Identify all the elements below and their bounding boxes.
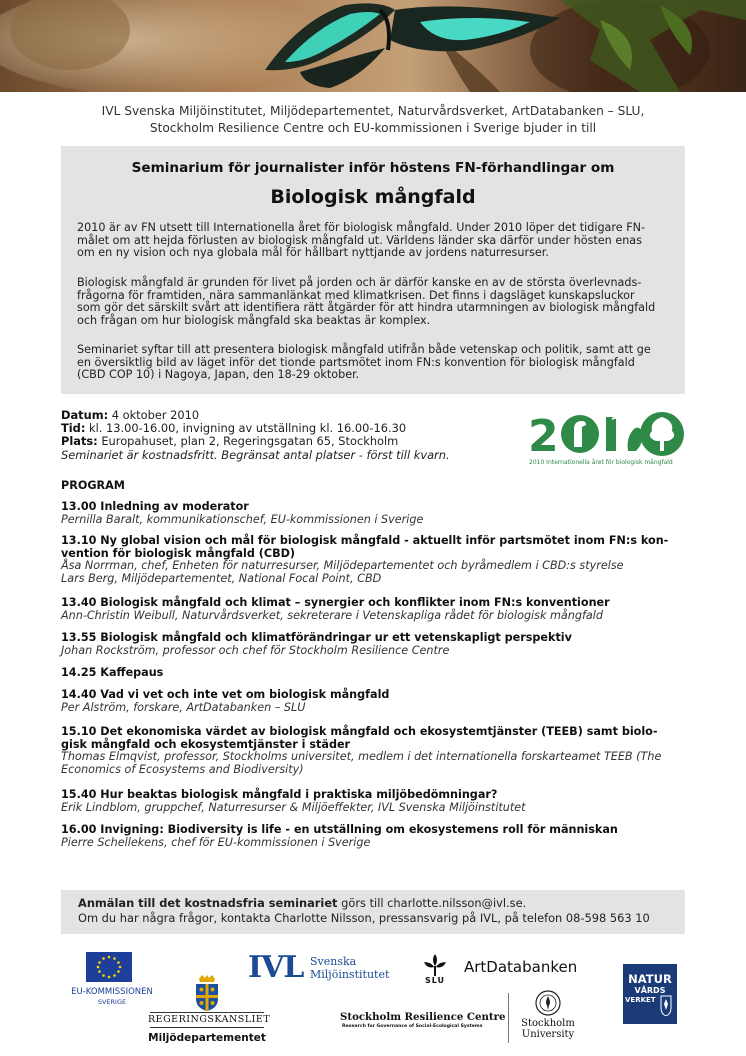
- program-item-speaker: Per Alström, forskare, ArtDatabanken – SLU: [61, 700, 306, 714]
- program-heading: PROGRAM: [61, 479, 125, 492]
- program-item-speaker: Åsa Norrman, chef, Enheten för naturresurser, Miljödepartementet och byråmedlem i CBD:s styrelse: [61, 559, 624, 573]
- intro-line-1: IVL Svenska Miljöinstitutet, Miljödepartementet, Naturvårdsverket, ArtDatabanken – SLU,: [101, 104, 645, 118]
- program-item-title: 13.10 Ny global vision och mål för biologisk mångfald - aktuellt inför partsmötet inom FN:s kon-: [61, 534, 669, 547]
- slu-text: SLU: [424, 976, 446, 985]
- seminar-description-box: [61, 146, 685, 394]
- program-item-title: 13.55 Biologisk mångfald och klimatförändringar ur ett vetenskapligt perspektiv: [61, 631, 572, 644]
- paragraph-line: målet om att hejda förlusten av biologisk mångfald ut. Världens länder ska därför under hösten enas: [77, 233, 642, 247]
- swedish-crest-icon: [191, 975, 223, 1011]
- regeringskansliet-text: REGERINGSKANSLIET: [148, 1014, 271, 1025]
- paragraph-line: och frågan om hur biologisk mångfald ska beaktas är komplex.: [77, 313, 431, 327]
- miljodepartementet-text: Miljödepartementet: [148, 1032, 266, 1044]
- nv-line-2: VÅRDS: [634, 986, 666, 995]
- place-row: [61, 435, 501, 448]
- program-item-title: 15.10 Det ekonomiska värdet av biologisk mångfald och ekosystemtjänster (TEEB) samt biolo-: [61, 725, 658, 738]
- program-item-speaker: Thomas Elmqvist, professor, Stockholms universitet, medlem i det internationella forskarteamet TEEB (The: [61, 750, 662, 764]
- program-item-speaker: Erik Lindblom, gruppchef, Naturresurser & Miljöeffekter, IVL Svenska Miljöinstitutet: [61, 800, 526, 814]
- paragraph-line: Biologisk mångfald är grunden för livet på jorden och är därför kanske en av de största överlevnads-: [77, 276, 642, 289]
- su-seal-icon: [535, 990, 561, 1016]
- signup-line-2: Om du har några frågor, kontakta Charlotte Nilsson, pressansvarig på IVL, på telefon 08-598 563 10: [78, 911, 650, 925]
- program-item-title: 15.40 Hur beaktas biologisk mångfald i praktiska miljöbedömningar?: [61, 788, 498, 801]
- seminar-title: Seminarium för journalister inför höstens FN-förhandlingar om: [131, 160, 615, 176]
- program-item: [61, 632, 687, 657]
- eu-logo-line-2: SVERIGE: [97, 998, 127, 1006]
- ivl-mark: IVL: [248, 950, 304, 985]
- artdatabanken-text: ArtDatabanken: [464, 958, 578, 976]
- nv-crest-icon: [659, 994, 673, 1016]
- program-item-speaker: Pernilla Baralt, kommunikationschef, EU-kommissionen i Sverige: [61, 512, 424, 526]
- program-item-speaker: Pierre Schellekens, chef för EU-kommissionen i Sverige: [61, 835, 371, 849]
- eu-logo-line-1: EU-KOMMISSIONEN: [71, 987, 153, 997]
- paragraph-line: en översiktlig bild av läget inför det tionde partsmötet inom FN:s konvention för biologisk mångfald: [77, 355, 635, 369]
- program-item-speaker: Lars Berg, Miljödepartementet, National Focal Point, CBD: [61, 571, 382, 585]
- biodiversity-year-2010-logo: [528, 407, 688, 467]
- paragraph-3: [77, 344, 671, 382]
- logo-divider: [508, 993, 509, 1043]
- signup-bold: Anmälan till det kostnadsfria seminariet: [78, 896, 338, 910]
- signup-box: [61, 890, 685, 934]
- naturvardsverket-logo: [623, 964, 677, 1024]
- src-line-1: Stockholm Resilience Centre: [340, 1011, 506, 1023]
- nv-line-1: NATUR: [628, 972, 672, 986]
- program-item: [61, 824, 687, 849]
- program-item: [61, 789, 687, 814]
- program-item-speaker: Ann-Christin Weibull, Naturvårdsverket, sekreterare i Vetenskapliga rådet för biologisk mångfald: [61, 608, 603, 622]
- event-info: [61, 409, 501, 462]
- program-item-title: 14.40 Vad vi vet och inte vet om biologisk mångfald: [61, 688, 390, 701]
- svg-text:2: 2: [528, 411, 559, 462]
- paragraph-line: som gör det särskilt svårt att identifiera rätt åtgärder för att hindra utarmningen av biologisk mångfald: [77, 301, 656, 314]
- program-item: [61, 597, 687, 622]
- slu-leaf-icon: [422, 954, 448, 976]
- date-value: 4 oktober 2010: [111, 408, 200, 422]
- ivl-line-1: Svenska: [310, 955, 357, 968]
- hero-butterfly-image: [0, 0, 746, 92]
- intro-line-2: Stockholm Resilience Centre och EU-kommissionen i Sverige bjuder in till: [149, 121, 597, 135]
- time-label: Tid:: [61, 421, 86, 436]
- program-item-title: 13.40 Biologisk mångfald och klimat – synergier och konflikter inom FN:s konventioner: [61, 596, 610, 609]
- date-label: Datum:: [61, 408, 109, 422]
- program-item: [61, 667, 687, 680]
- program-item: [61, 535, 687, 585]
- free-note: Seminariet är kostnadsfritt. Begränsat antal platser - först till kvarn.: [61, 447, 450, 462]
- signup-line-1: [78, 896, 526, 911]
- paragraph-line: om en ny vision och nya globala mål för hållbart nyttjande av jordens naturresurser.: [77, 246, 549, 259]
- ivl-line-2: Miljöinstitutet: [310, 968, 390, 981]
- program-item-title: 13.00 Inledning av moderator: [61, 500, 249, 513]
- paragraph-line: frågorna för framtiden, nära sammanlänkat med klimatkrisen. Det finns i dagsläget kunskapsluckor: [77, 288, 635, 302]
- paragraph-line: (CBD COP 10) i Nagoya, Japan, den 18-29 oktober.: [77, 368, 360, 381]
- program-item-speaker: Johan Rockström, professor och chef för Stockholm Resilience Centre: [61, 643, 450, 657]
- place-label: Plats:: [61, 434, 98, 449]
- stockholm-university-logo: [515, 990, 585, 1046]
- paragraph-2: [77, 277, 671, 327]
- invitation-intro: [40, 103, 706, 137]
- program-item: [61, 689, 687, 714]
- paragraph-line: 2010 är av FN utsett till Internationella året för biologisk mångfald. Under 2010 löper det tidigare FN-: [77, 221, 646, 234]
- program-item: [61, 726, 687, 776]
- eu-flag-icon: [86, 952, 132, 982]
- artdatabanken-slu-logo: [418, 954, 588, 988]
- paragraph-line: Seminariet syftar till att presentera biologisk mångfald utifrån både vetenskap och politik, samt att ge: [77, 343, 651, 356]
- paragraph-1: [77, 222, 671, 260]
- program-item-title: vention för biologisk mångfald (CBD): [61, 546, 296, 560]
- program-item-title: 16.00 Invigning: Biodiversity is life - en utställning om ekosystemens roll för människan: [61, 823, 618, 836]
- src-line-2: Research for Governance of Social-Ecological Systems: [342, 1024, 483, 1029]
- program-item-title: 14.25 Kaffepaus: [61, 666, 164, 679]
- signup-email-text: görs till charlotte.nilsson@ivl.se.: [337, 896, 527, 910]
- place-value: Europahuset, plan 2, Regeringsgatan 65, Stockholm: [101, 434, 399, 449]
- nv-line-3: VERKET: [625, 996, 656, 1004]
- logo2010-caption: 2010 Internationella året för biologisk mångfald: [529, 459, 673, 466]
- program-item: [61, 501, 687, 526]
- program-item-speaker: Economics of Ecosystems and Biodiversity): [61, 762, 304, 776]
- time-value: kl. 13.00-16.00, invigning av utställning kl. 16.00-16.30: [89, 421, 407, 436]
- su-line-2: University: [521, 1029, 575, 1040]
- program-item-title: gisk mångfald och ekosystemtjänster i städer: [61, 737, 351, 751]
- stockholm-resilience-centre-logo: [338, 1011, 506, 1035]
- page-title: Biologisk mångfald: [270, 186, 476, 208]
- ivl-logo: [248, 952, 388, 988]
- su-line-1: Stockholm: [521, 1018, 575, 1029]
